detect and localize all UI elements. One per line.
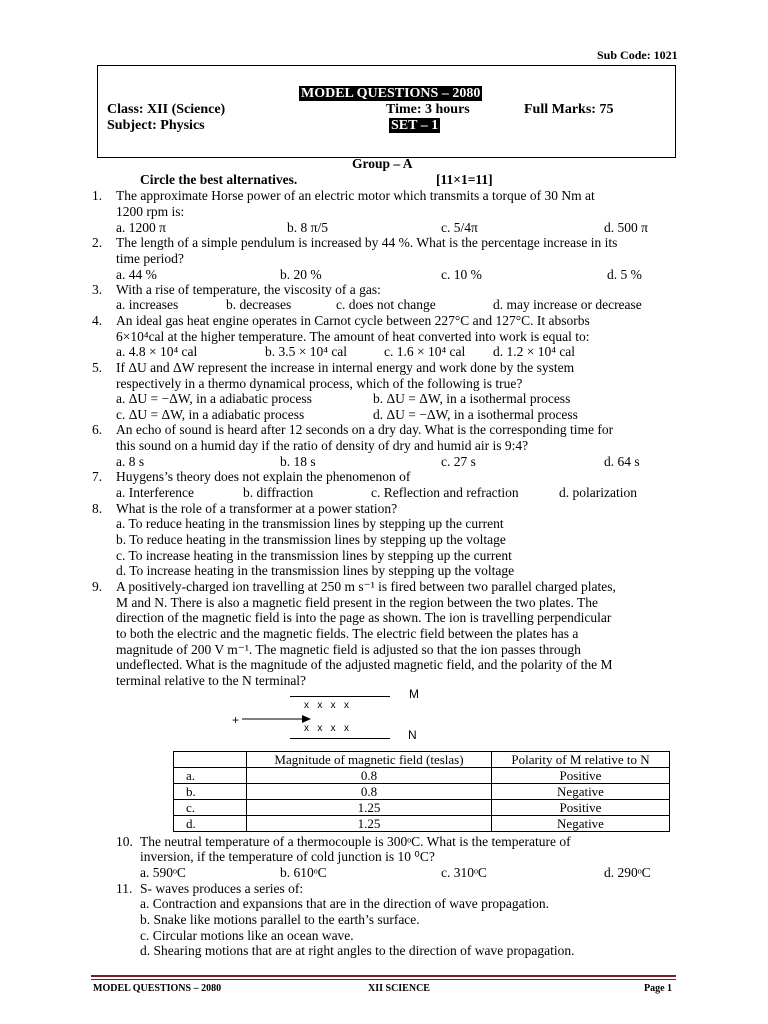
footer-rule <box>91 975 676 977</box>
field-crosses-top: x x x x <box>304 700 350 711</box>
option: b. 20 % <box>280 267 322 282</box>
option: d. may increase or decrease <box>493 297 642 312</box>
field-crosses-bottom: x x x x <box>304 723 350 734</box>
option: c. 10 % <box>441 267 482 282</box>
option: a. increases <box>116 297 179 312</box>
option: a. 8 s <box>116 454 145 469</box>
question-text: 1200 rpm is: <box>116 204 185 219</box>
question-number: 7. <box>92 469 103 484</box>
question-text: The length of a simple pendulum is increased by 44 %. What is the percentage increase in its <box>116 235 618 250</box>
question-number: 5. <box>92 360 103 375</box>
question-number: 2. <box>92 235 103 250</box>
table-header: Magnitude of magnetic field (teslas) <box>247 752 492 768</box>
table-cell: c. <box>174 800 247 816</box>
option: b. 8 π/5 <box>287 220 328 235</box>
question-number: 11. <box>116 881 133 896</box>
option: c. 5/4π <box>441 220 478 235</box>
page-number: Page 1 <box>644 983 673 994</box>
question-text: inversion, if the temperature of cold junction is 10 ⁰C? <box>140 849 435 864</box>
question-text: Huygens’s theory does not explain the phenomenon of <box>116 469 411 484</box>
table-cell: Negative <box>492 784 670 800</box>
question-text: What is the role of a transformer at a power station? <box>116 501 398 516</box>
option: b. Snake like motions parallel to the earth’s surface. <box>140 912 420 927</box>
instruction: Circle the best alternatives. <box>140 172 298 187</box>
plate-m <box>290 696 390 697</box>
table-cell: 0.8 <box>247 784 492 800</box>
table-cell: b. <box>174 784 247 800</box>
label-m: M <box>409 687 419 701</box>
time-label: Time: 3 hours <box>386 102 470 117</box>
group-heading: Group – A <box>352 156 413 171</box>
table-row <box>174 816 670 832</box>
question-number: 10. <box>116 834 133 849</box>
option: c. 1.6 × 10⁴ cal <box>384 344 466 359</box>
instruction-marks: [11×1=11] <box>436 172 493 187</box>
option: a. Interference <box>116 485 194 500</box>
option: c. ΔU = ΔW, in a adiabatic process <box>116 407 305 422</box>
footer-center: XII SCIENCE <box>368 983 430 994</box>
option: d. To increase heating in the transmission lines by stepping up the voltage <box>116 563 515 578</box>
table-cell: 0.8 <box>247 768 492 784</box>
label-n: N <box>408 728 417 742</box>
footer-left: MODEL QUESTIONS – 2080 <box>93 983 222 994</box>
option: b. diffraction <box>243 485 314 500</box>
question-text: An ideal gas heat engine operates in Carnot cycle between 227°C and 127°C. It absorbs <box>116 313 590 328</box>
option: d. 290ᵒC <box>604 865 651 880</box>
question-number: 1. <box>92 188 103 203</box>
plate-n <box>290 738 390 739</box>
question-text: M and N. There is also a magnetic field present in the region between the two plates. The <box>116 595 598 610</box>
option: a. 44 % <box>116 267 157 282</box>
option: d. 64 s <box>604 454 640 469</box>
option: b. 3.5 × 10⁴ cal <box>265 344 348 359</box>
table-cell: d. <box>174 816 247 832</box>
question-text: direction of the magnetic field is into the page as shown. The ion is travelling perpendicular <box>116 610 612 625</box>
question-text: to both the electric and the magnetic fields. The electric field between the plates has a <box>116 626 579 641</box>
option: a. ΔU = −ΔW, in a adiabatic process <box>116 391 312 406</box>
question-text: this sound on a humid day if the ratio of density of dry and humid air is 9:4? <box>116 438 529 453</box>
option: c. 310ᵒC <box>441 865 487 880</box>
set-label: SET – 1 <box>391 118 439 133</box>
option: b. decreases <box>226 297 292 312</box>
question-text: terminal relative to the N terminal? <box>116 673 307 688</box>
option: b. 18 s <box>280 454 316 469</box>
option: c. Reflection and refraction <box>371 485 519 500</box>
option: c. Circular motions like an ocean wave. <box>140 928 354 943</box>
footer-rule <box>91 979 676 980</box>
sub-code: Sub Code: 1021 <box>597 48 678 62</box>
question-text: With a rise of temperature, the viscosity of a gas: <box>116 282 381 297</box>
option: b. 610ᵒC <box>280 865 327 880</box>
option: a. 4.8 × 10⁴ cal <box>116 344 198 359</box>
exam-title: MODEL QUESTIONS – 2080 <box>301 86 481 101</box>
option: d. 500 π <box>604 220 648 235</box>
option: a. To reduce heating in the transmission lines by stepping up the current <box>116 516 504 531</box>
question-number: 4. <box>92 313 103 328</box>
table-cell: a. <box>174 768 247 784</box>
question-text: A positively-charged ion travelling at 250 m s⁻¹ is fired between two parallel charged plates, <box>116 579 616 594</box>
option: b. To reduce heating in the transmission lines by stepping up the voltage <box>116 532 506 547</box>
question-text: The approximate Horse power of an electric motor which transmits a torque of 30 Nm at <box>116 188 595 203</box>
option: c. does not change <box>336 297 436 312</box>
option: d. 5 % <box>607 267 642 282</box>
question-text: respectively in a thermo dynamical process, which of the following is true? <box>116 376 523 391</box>
question-text: The neutral temperature of a thermocouple is 300ᵒC. What is the temperature of <box>140 834 571 849</box>
question-text: If ΔU and ΔW represent the increase in internal energy and work done by the system <box>116 360 575 375</box>
class-label: Class: XII (Science) <box>107 102 226 117</box>
option: d. 1.2 × 10⁴ cal <box>493 344 576 359</box>
answer-table <box>173 751 670 832</box>
table-row <box>174 800 670 816</box>
question-text: An echo of sound is heard after 12 seconds on a dry day. What is the corresponding time for <box>116 422 614 437</box>
question-text: S- waves produces a series of: <box>140 881 304 896</box>
table-cell: Positive <box>492 800 670 816</box>
question-text: time period? <box>116 251 184 266</box>
table-header <box>174 752 247 768</box>
ion-arrow <box>240 713 312 725</box>
table-header: Polarity of M relative to N <box>492 752 670 768</box>
question-number: 6. <box>92 422 103 437</box>
option: a. 590ᵒC <box>140 865 186 880</box>
option: d. ΔU = −ΔW, in a isothermal process <box>373 407 578 422</box>
table-cell: Positive <box>492 768 670 784</box>
table-cell: Negative <box>492 816 670 832</box>
option: b. ΔU = ΔW, in a isothermal process <box>373 391 571 406</box>
option: a. Contraction and expansions that are in the direction of wave propagation. <box>140 896 549 911</box>
table-row <box>174 784 670 800</box>
option: a. 1200 π <box>116 220 166 235</box>
subject-label: Subject: Physics <box>107 118 205 133</box>
question-number: 8. <box>92 501 103 516</box>
option: d. Shearing motions that are at right angles to the direction of wave propagation. <box>140 943 575 958</box>
table-header-row <box>174 752 670 768</box>
option: d. polarization <box>559 485 637 500</box>
plus-sign: + <box>232 713 240 727</box>
question-text: undeflected. What is the magnitude of the adjusted magnetic field, and the polarity of the M <box>116 657 613 672</box>
option: c. 27 s <box>441 454 476 469</box>
table-row <box>174 768 670 784</box>
question-number: 3. <box>92 282 103 297</box>
table-cell: 1.25 <box>247 800 492 816</box>
table-cell: 1.25 <box>247 816 492 832</box>
marks-label: Full Marks: 75 <box>524 102 614 117</box>
question-text: magnitude of 200 V m⁻¹. The magnetic field is adjusted so that the ion passes through <box>116 642 581 657</box>
question-text: 6×10⁴cal at the higher temperature. The amount of heat converted into work is equal to: <box>116 329 590 344</box>
option: c. To increase heating in the transmission lines by stepping up the current <box>116 548 512 563</box>
question-number: 9. <box>92 579 103 594</box>
